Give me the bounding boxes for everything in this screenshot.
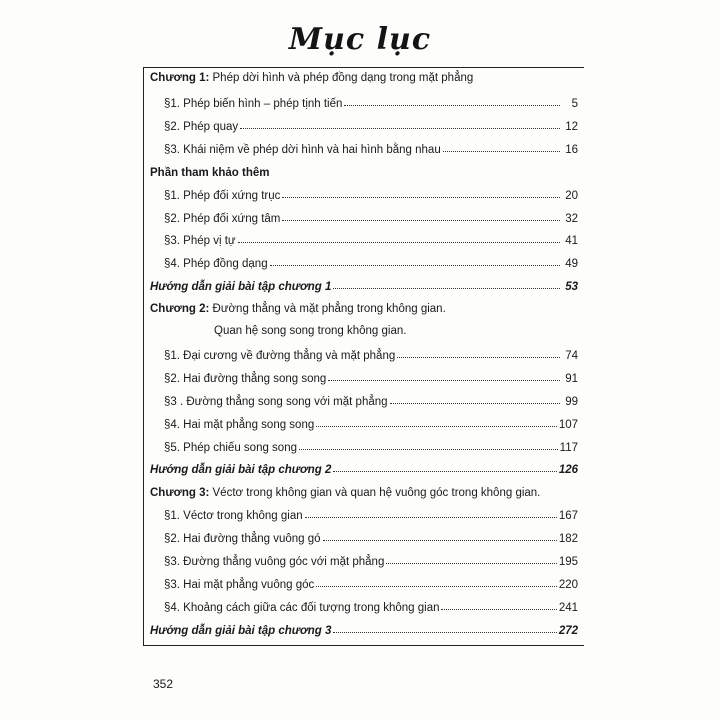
chapter-2-subtitle: Quan hệ song song trong không gian. [214,325,407,337]
toc-entry-page: 53 [565,281,578,293]
chapter-3-label: Chương 3: [150,487,210,499]
dot-leader [240,127,560,129]
toc-entry-label: §1. Véctơ trong không gian [164,510,303,522]
toc-entry-page: 167 [558,510,578,522]
toc-entry-label: §4. Hai mặt phẳng song song [164,419,315,431]
toc-entry-label: §2. Hai đường thẳng vuông gó [164,533,321,545]
toc-entry-page: 220 [558,579,578,591]
dot-leader [333,631,556,633]
dot-leader [397,356,560,358]
toc-entry-page: 49 [565,258,578,270]
dot-leader [238,241,560,243]
toc-entry-page: 99 [565,396,578,408]
toc-entry[interactable] [164,386,578,408]
toc-entry-label: §3. Phép vị tự [164,235,236,247]
bottom-rule [143,645,584,646]
toc-entry[interactable] [164,88,578,110]
toc-entry-page: 74 [565,350,578,362]
dot-leader [328,379,560,381]
toc-entry-page: 126 [558,464,578,476]
dot-leader [323,539,557,541]
toc-answer-entry[interactable] [150,271,578,293]
toc-entry[interactable] [164,134,578,156]
toc-entry-page: 107 [558,419,578,431]
toc-entry-label: §4. Khoảng cách giữa các đối tượng trong không gian [164,602,440,614]
toc-entry-label: §1. Phép đối xứng trục [164,190,281,202]
toc-entry[interactable] [164,248,578,270]
toc-entry[interactable] [164,225,578,247]
dot-leader [316,425,557,427]
toc-entry-label: §3. Hai mặt phẳng vuông góc [164,579,315,591]
chapter-1-title: Phép dời hình và phép đồng dạng trong mặt phẳng [212,72,474,84]
dot-leader [390,402,560,404]
dot-leader [333,287,560,289]
toc-entry-label: §1. Phép biến hình – phép tịnh tiến [164,98,343,110]
dot-leader [282,219,560,221]
chapter-2-label: Chương 2: [150,303,210,315]
dot-leader [441,608,556,610]
chapter-1-heading [150,72,473,84]
toc-entry-page: 195 [558,556,578,568]
chapter-2-title: Đường thẳng và mặt phẳng trong không gian. [212,303,446,315]
toc-entry-label: §2. Phép đối xứng tâm [164,213,281,225]
reference-heading: Phần tham khảo thêm [150,167,270,179]
toc-entry[interactable] [164,111,578,133]
toc-entry-page: 91 [565,373,578,385]
toc-entry-page: 41 [565,235,578,247]
toc-entry[interactable] [164,523,578,545]
dot-leader [282,196,560,198]
toc-entry[interactable] [164,363,578,385]
toc-entry-page: 20 [565,190,578,202]
toc-entry-label: §3. Đường thẳng vuông góc với mặt phẳng [164,556,385,568]
toc-entry-page: 117 [559,442,578,454]
page-title: Mục lục [288,22,432,57]
toc-entry[interactable] [164,180,578,202]
toc-entry-page: 32 [565,213,578,225]
chapter-1-label: Chương 1: [150,72,210,84]
dot-leader [270,264,560,266]
toc-entry-label: Hướng dẫn giải bài tập chương 3 [150,625,332,637]
toc-entry-label: §3. Khái niệm về phép dời hình và hai hình bằng nhau [164,144,441,156]
dot-leader [333,470,556,472]
dot-leader [305,516,557,518]
toc-entry-page: 182 [558,533,578,545]
dot-leader [299,448,558,450]
toc-entry-label: §2. Phép quay [164,121,239,133]
toc-entry[interactable] [164,203,578,225]
toc-entry-page: 241 [558,602,578,614]
dot-leader [344,104,560,106]
chapter-3-heading [150,487,540,499]
toc-entry[interactable] [164,340,578,362]
toc-entry-label: Hướng dẫn giải bài tập chương 1 [150,281,332,293]
dot-leader [443,150,560,152]
left-rule [143,67,144,645]
toc-entry-label: §5. Phép chiếu song song [164,442,297,454]
page-number: 352 [153,677,174,691]
chapter-2-heading [150,303,446,315]
toc-entry[interactable] [164,592,578,614]
toc-entry[interactable] [164,500,578,522]
toc-entry[interactable] [164,546,578,568]
dot-leader [386,562,556,564]
toc-answer-entry[interactable] [150,454,578,476]
toc-entry-page: 272 [558,625,578,637]
toc-entry-label: §1. Đại cương về đường thẳng và mặt phẳng [164,350,396,362]
top-rule [143,67,584,68]
dot-leader [316,585,557,587]
toc-entry[interactable] [164,569,578,591]
toc-entry-page: 12 [565,121,578,133]
toc-entry-label: §4. Phép đồng dạng [164,258,268,270]
toc-entry-page: 16 [565,144,578,156]
toc-entry-label: §3 . Đường thẳng song song với mặt phẳng [164,396,388,408]
toc-entry[interactable] [164,409,578,431]
toc-entry-label: §2. Hai đường thẳng song song [164,373,327,385]
toc-answer-entry[interactable] [150,615,578,637]
toc-entry[interactable] [164,432,578,454]
toc-entry-page: 5 [571,98,578,110]
toc-entry-label: Hướng dẫn giải bài tập chương 2 [150,464,332,476]
chapter-3-title: Véctơ trong không gian và quan hệ vuông góc trong không gian. [212,487,541,499]
